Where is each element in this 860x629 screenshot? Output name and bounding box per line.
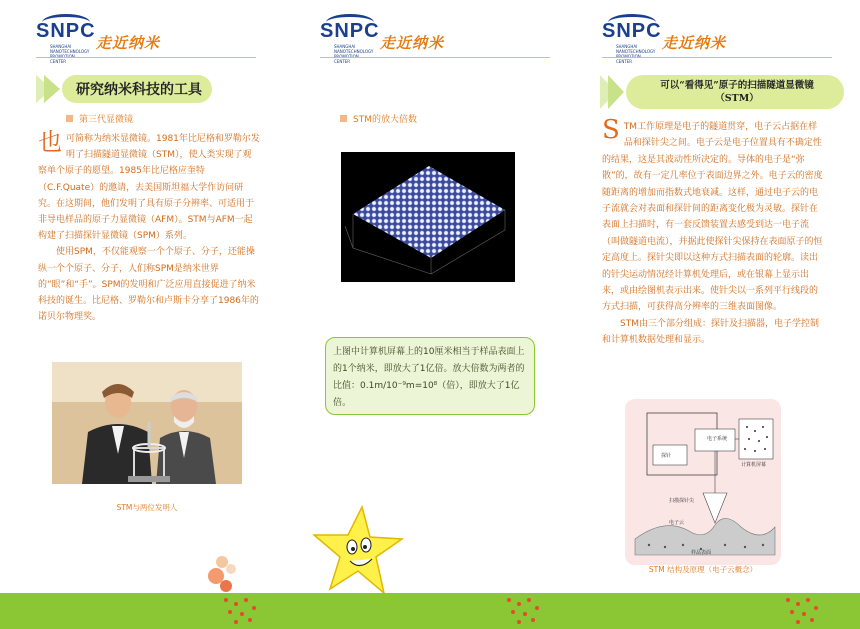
magnification-info-text: 上图中计算机屏幕上的10厘米相当于样品表面上的1个纳米，即放大了1亿倍。放大倍数为两者的比值：0.1m/10⁻⁹m=10⁸（倍），即放大了1亿倍。: [333, 347, 525, 408]
snpc-logo: [602, 14, 752, 64]
brand-slogan: 走近纳米: [96, 34, 161, 52]
logo-subtitle: SHANGHAI NANOTECHNOLOGY CENTER: [50, 44, 90, 64]
section-banner: [36, 75, 236, 103]
snpc-logo: [320, 14, 470, 64]
logo-text: SNPC: [36, 20, 96, 42]
section-banner: [600, 75, 850, 109]
decorative-dots: [222, 596, 272, 626]
paragraph: TM工作原理是电子的隧道贯穿，电子云占据在样品和探针尖之间。电子云是电子位置具有不确定性的结果，这是其波动性所决定的。导体的电子是“弥散”的，故有一定几率位于表面边界之外。电子云的密度随距离的增加而指数式地衰减。这样，通过电子云的电子流就会对表面和探针间的距离变化极为灵敏。探针在表面上扫描时，有一套反馈装置去感受到达一电子流（叫做隧道电流），并据此使探针尖保持在表面原子的恒定高度上。探针尖即以这种方式扫描表面的轮廓。读出的针尖运动情况经计算机处理后，或在银幕上显示出来，或由绘图机表示出来。使针尖以一系列平行线段的方式扫描，可获得高分辨率的三维表面图像。: [602, 122, 823, 313]
stm-surface-image: [341, 152, 515, 282]
brand-slogan: 走近纳米: [380, 34, 445, 52]
drop-cap: 也: [38, 128, 62, 156]
section-heading: 第三代显微镜: [66, 112, 133, 125]
paragraph: 可简称为纳米显微镜。1981年比尼格和罗勒尔发明了扫描隧道显微镜（STM），使人类实现了观察单个原子的愿望。1985年比尼格应奎特（C.F.Quate）的邀请，去美国斯坦福大学作访问研究。在这期间，他们发明了具有原子分辨率、可适用于非导电样品的原子力显微镜（AFM）。STM与AFM一起构建了扫描探针显微镜（SPM）系列。: [38, 134, 260, 242]
magnification-info-box: [325, 337, 535, 415]
stm-principle-diagram: [625, 399, 781, 565]
article-text: [602, 115, 824, 349]
decorative-dots: [505, 596, 555, 626]
diagram-label: 电子系统: [707, 436, 728, 442]
banner-title: 可以“看得见”原子的扫描隧道显微镜 （STM）: [660, 80, 814, 104]
logo-text: SNPC: [602, 20, 662, 42]
logo-subtitle: SHANGHAI NANOTECHNOLOGY CENTER: [616, 44, 656, 64]
diagram-label: 探针: [661, 453, 672, 459]
diagram-label: 计算机屏幕: [741, 462, 767, 468]
star-mascot: [312, 505, 404, 597]
decorative-dots: [784, 596, 834, 626]
diagram-label: 样品表面: [691, 550, 712, 556]
logo-subtitle: SHANGHAI NANOTECHNOLOGY CENTER: [334, 44, 374, 64]
drop-cap: S: [602, 115, 620, 145]
section-heading: STM的放大倍数: [340, 112, 417, 125]
diagram-label: 扫描探针尖: [669, 498, 695, 504]
bullet-square-icon: [66, 115, 73, 122]
photo-caption: STM与两位发明人: [116, 503, 178, 512]
article-text: [38, 128, 260, 325]
banner-title: 研究纳米科技的工具: [76, 82, 202, 98]
logo-text: SNPC: [320, 20, 380, 42]
bullet-square-icon: [340, 115, 347, 122]
diagram-label: 电子云: [669, 520, 685, 526]
brand-slogan: 走近纳米: [662, 34, 727, 52]
paragraph: STM由三个部分组成：探针及扫描器，电子学控制和计算机数据处理和显示。: [602, 318, 819, 346]
snpc-logo: [36, 14, 186, 64]
left-column: [0, 0, 280, 629]
green-ground-strip: [0, 593, 860, 629]
decorative-balls: [204, 556, 254, 596]
inventors-photo: [52, 362, 242, 484]
paragraph: 使用SPM，不仅能观察一个个原子、分子，还能操纵一个个原子、分子，人们称SPM是纳米世界的“眼”和“手”。SPM的发明和广泛应用直接促进了纳米科技的诞生。比尼格、罗勒尔和卢斯卡分享了1986年的诺贝尔物理奖。: [38, 247, 259, 323]
diagram-caption: STM 结构及原理（电子云概念）: [648, 565, 758, 574]
